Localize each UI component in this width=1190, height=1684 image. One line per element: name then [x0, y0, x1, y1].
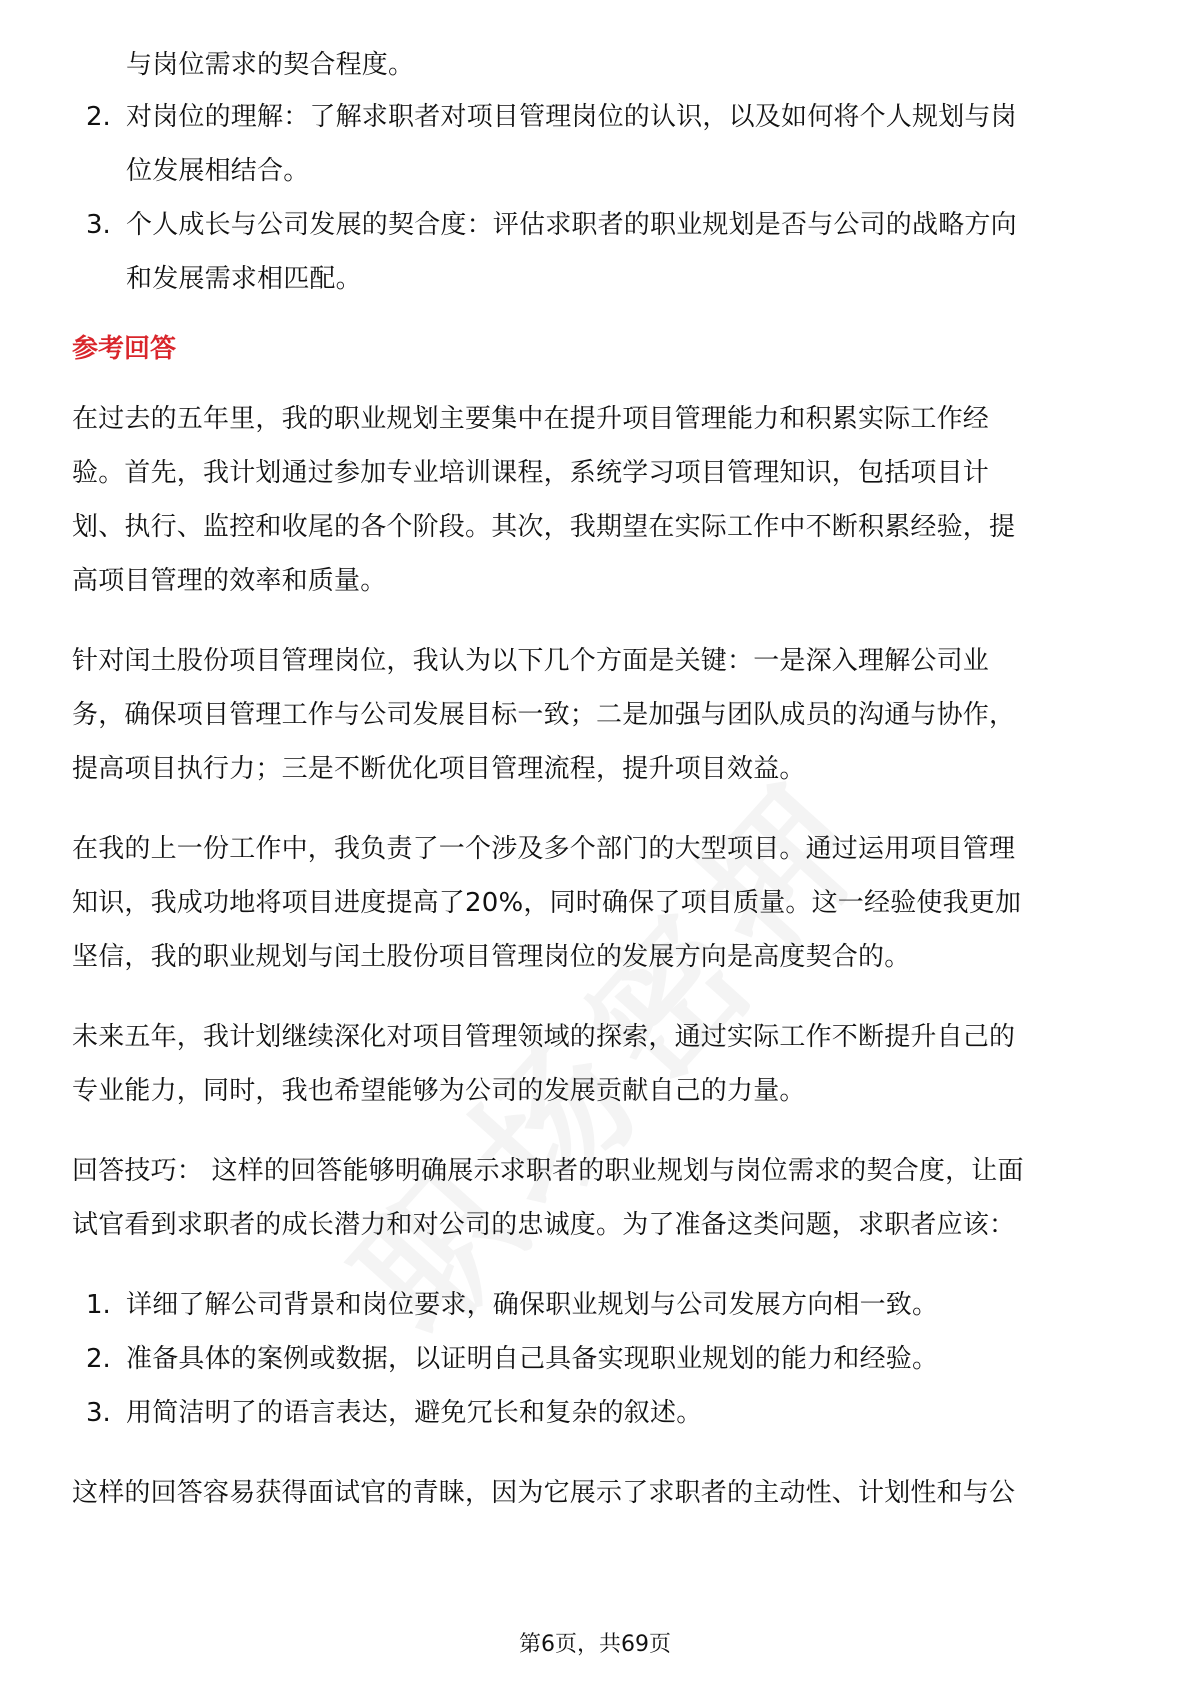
paragraph-1-line-3: 划、执行、监控和收尾的各个阶段。其次，我期望在实际工作中不断积累经验，提 — [72, 512, 1016, 542]
tips-list-item-3-number: 3. — [86, 1398, 111, 1428]
paragraph-4-line-1: 未来五年，我计划继续深化对项目管理领域的探索，通过实际工作不断提升自己的 — [72, 1022, 1016, 1052]
list-item-3-number: 3. — [86, 210, 111, 240]
paragraph-1-line-2: 验。首先，我计划通过参加专业培训课程，系统学习项目管理知识，包括项目计 — [72, 458, 990, 488]
paragraph-2-line-3: 提高项目执行力；三是不断优化项目管理流程，提升项目效益。 — [72, 754, 806, 784]
final-paragraph-line-1: 这样的回答容易获得面试官的青睐，因为它展示了求职者的主动性、计划性和与公 — [72, 1478, 1016, 1508]
list-item-3-line-2: 和发展需求相匹配。 — [126, 264, 362, 294]
tips-list-item-1-text: 详细了解公司背景和岗位要求，确保职业规划与公司发展方向相一致。 — [126, 1290, 939, 1320]
paragraph-4-line-2: 专业能力，同时，我也希望能够为公司的发展贡献自己的力量。 — [72, 1076, 806, 1106]
paragraph-2-line-2: 务，确保项目管理工作与公司发展目标一致；二是加强与团队成员的沟通与协作， — [72, 700, 1016, 730]
list-item-1-continuation: 与岗位需求的契合程度。 — [126, 50, 415, 80]
tips-list-item-2-text: 准备具体的案例或数据，以证明自己具备实现职业规划的能力和经验。 — [126, 1344, 939, 1374]
list-item-2-number: 2. — [86, 102, 111, 132]
tips-paragraph-line-2: 试官看到求职者的成长潜力和对公司的忠诚度。为了准备这类问题，求职者应该： — [72, 1210, 1016, 1240]
paragraph-2-line-1: 针对闰土股份项目管理岗位，我认为以下几个方面是关键：一是深入理解公司业 — [72, 646, 990, 676]
list-item-2-line-2: 位发展相结合。 — [126, 156, 310, 186]
tips-list-item-3-text: 用简洁明了的语言表达，避免冗长和复杂的叙述。 — [126, 1398, 703, 1428]
paragraph-3-line-3: 坚信，我的职业规划与闰土股份项目管理岗位的发展方向是高度契合的。 — [72, 942, 911, 972]
list-item-2-line-1: 对岗位的理解：了解求职者对项目管理岗位的认识，以及如何将个人规划与岗 — [126, 102, 1017, 132]
section-heading: 参考回答 — [72, 334, 177, 364]
paragraph-1-line-1: 在过去的五年里，我的职业规划主要集中在提升项目管理能力和积累实际工作经 — [72, 404, 990, 434]
paragraph-1-line-4: 高项目管理的效率和质量。 — [72, 566, 387, 596]
paragraph-3-line-1: 在我的上一份工作中，我负责了一个涉及多个部门的大型项目。通过运用项目管理 — [72, 834, 1016, 864]
page-number-footer: 第6页，共69页 — [519, 1632, 671, 1657]
list-item-3-line-1: 个人成长与公司发展的契合度：评估求职者的职业规划是否与公司的战略方向 — [126, 210, 1017, 240]
paragraph-3-line-2: 知识，我成功地将项目进度提高了20%，同时确保了项目质量。这一经验使我更加 — [72, 888, 1022, 918]
tips-paragraph-line-1: 回答技巧： 这样的回答能够明确展示求职者的职业规划与岗位需求的契合度，让面 — [72, 1156, 1024, 1186]
tips-list-item-1-number: 1. — [86, 1290, 111, 1320]
tips-list-item-2-number: 2. — [86, 1344, 111, 1374]
